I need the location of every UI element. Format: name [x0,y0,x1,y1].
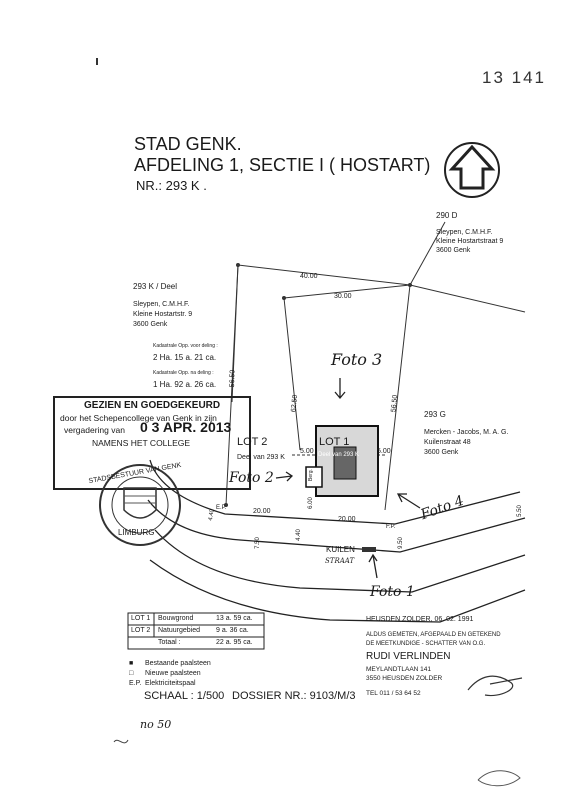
scale-label: SCHAAL : 1/500 [144,690,225,702]
legend-text-ep: Elektriciteitspaal [145,680,196,687]
parcel-293g-owner: Mercken - Jacobs, M. A. G. [424,429,509,436]
surveyor-street: MEYLANDTLAAN 141 [366,666,432,673]
lot-table-row1-lot: LOT 1 [131,615,151,622]
dossier-label: DOSSIER NR.: 9103/M/3 [232,690,356,702]
lot-table-row2-type: Natuurgebied [158,627,201,634]
seal-bottom: LIMBURG [118,528,155,537]
ep-marker: E.P. [216,505,227,511]
parcel-293g-street: Kuilenstraat 48 [424,439,471,446]
surveyor-name: RUDI VERLINDEN [366,651,451,662]
dim-side: 5.50 [516,505,523,517]
photo-label-3: Foto 3 [331,350,383,369]
lot-table-total-area: 22 a. 95 ca. [216,639,253,646]
dim-lot-right: 5.00 [377,448,391,455]
legend-text-existing: Bestaande paalsteen [145,660,211,667]
parcel-290d-id: 290 D [436,211,458,220]
lot1-sub: Deel van 293 K [318,452,360,458]
stamp-line2: door het Schepencollege van Genk in zijn [60,413,217,423]
parcel-290d-street: Kleine Hostartstraat 9 [436,238,504,245]
surveyor-place-date: HEUSDEN ZOLDER, 06. 02. 1991 [366,616,474,623]
road-name: KUILEN [326,545,355,554]
shed-label: Berg. [307,469,314,481]
photo-label-1: Foto 1 [370,584,415,600]
legend-symbol-new: □ [129,670,134,677]
lot2-label: LOT 2 [237,436,268,448]
lot1-label: LOT 1 [319,436,350,448]
handwritten-number: no 50 [140,718,172,731]
parcel-293g-id: 293 G [424,410,446,419]
stamp-line3-prefix: vergadering van [64,425,125,435]
surveyor-statement2: DE MEETKUNDIGE - SCHATTER VAN O.G. [366,641,486,647]
lot-table-total-label: Totaal : [158,639,181,646]
area-before-value: 2 Ha. 15 a. 21 ca. [153,353,217,362]
stamp-line4: NAMENS HET COLLEGE [92,438,191,448]
seal-text: STADSBESTUUR VAN GENK [88,461,182,486]
dim-front-left: 20.00 [253,508,271,515]
dim-lot-left: 5.00 [300,448,314,455]
dim-front-right: 20.00 [338,516,356,523]
header-city: STAD GENK. [134,134,242,154]
dim-mid: 62.50 [290,394,300,413]
dim-right: 56.50 [390,394,400,413]
boundary-mid [284,298,300,450]
stamp-date: 0 3 APR. 2013 [140,419,232,435]
surveyor-city: 3550 HEUSDEN ZOLDER [366,675,443,682]
dim-left: 56.50 [228,369,237,388]
surveyor-statement1: ALDUS GEMETEN, AFGEPAALD EN GETEKEND [366,632,501,638]
boundary-top [238,265,410,285]
page-number: 13 141 [482,68,546,87]
photo-label-2: Foto 2 [229,470,274,486]
parcel-290d-owner: Sleypen, C.M.H.F. [436,229,493,236]
surveyor-tel: TEL 011 / 53 64 52 [366,690,421,697]
lot-table-row2-lot: LOT 2 [131,627,151,634]
photo-label-4: Foto 4 [418,492,467,524]
dim-upper: 30.00 [334,293,352,300]
dim-top: 40.00 [300,273,318,280]
second-signature [478,771,520,786]
legend-symbol-ep: E.P. [129,680,142,687]
dim-road-a: 7.50 [254,537,261,549]
parcel-293k-street: Kleine Hostartstr. 9 [133,311,193,318]
parcel-293k-city: 3600 Genk [133,321,168,328]
north-arrow-icon [445,143,499,197]
area-before-label: Kadastrale Opp. voor deling : [153,343,218,349]
fp-marker: F.P. [386,524,396,530]
lot-table-row1-area: 13 a. 59 ca. [216,615,253,622]
parcel-290d-city: 3600 Genk [436,247,471,254]
dim-road-b: 9.50 [397,537,404,549]
road-suffix: STRAAT [325,557,355,565]
header-parcel-number: NR.: 293 K . [136,178,207,193]
parcel-293k-owner: Sleypen, C.M.H.F. [133,301,190,308]
area-after-value: 1 Ha. 92 a. 26 ca. [153,380,217,389]
dim-small-b: 6.00 [307,497,314,509]
lot2-sub: Deel van 293 K [237,454,285,461]
boundary-east [410,285,525,312]
parcel-293k-id: 293 K / Deel [133,282,178,291]
legend-symbol-existing: ■ [129,660,134,667]
legend-text-new: Nieuwe paalsteen [145,670,201,677]
dim-small-a: 4.40 [207,508,216,522]
parcel-293g-city: 3600 Genk [424,449,459,456]
lot-table-row1-type: Bouwgrond [158,615,194,622]
area-after-label: Kadastrale Opp. na deling : [153,370,214,376]
lot-table-row2-area: 9 a. 36 ca. [216,627,249,634]
header-section: AFDELING 1, SECTIE I ( HOSTART) [134,155,431,175]
stamp-title: GEZIEN EN GOEDGEKEURD [84,400,221,411]
surveyor-signature [468,676,522,695]
dim-small-c: 4.40 [295,529,302,541]
